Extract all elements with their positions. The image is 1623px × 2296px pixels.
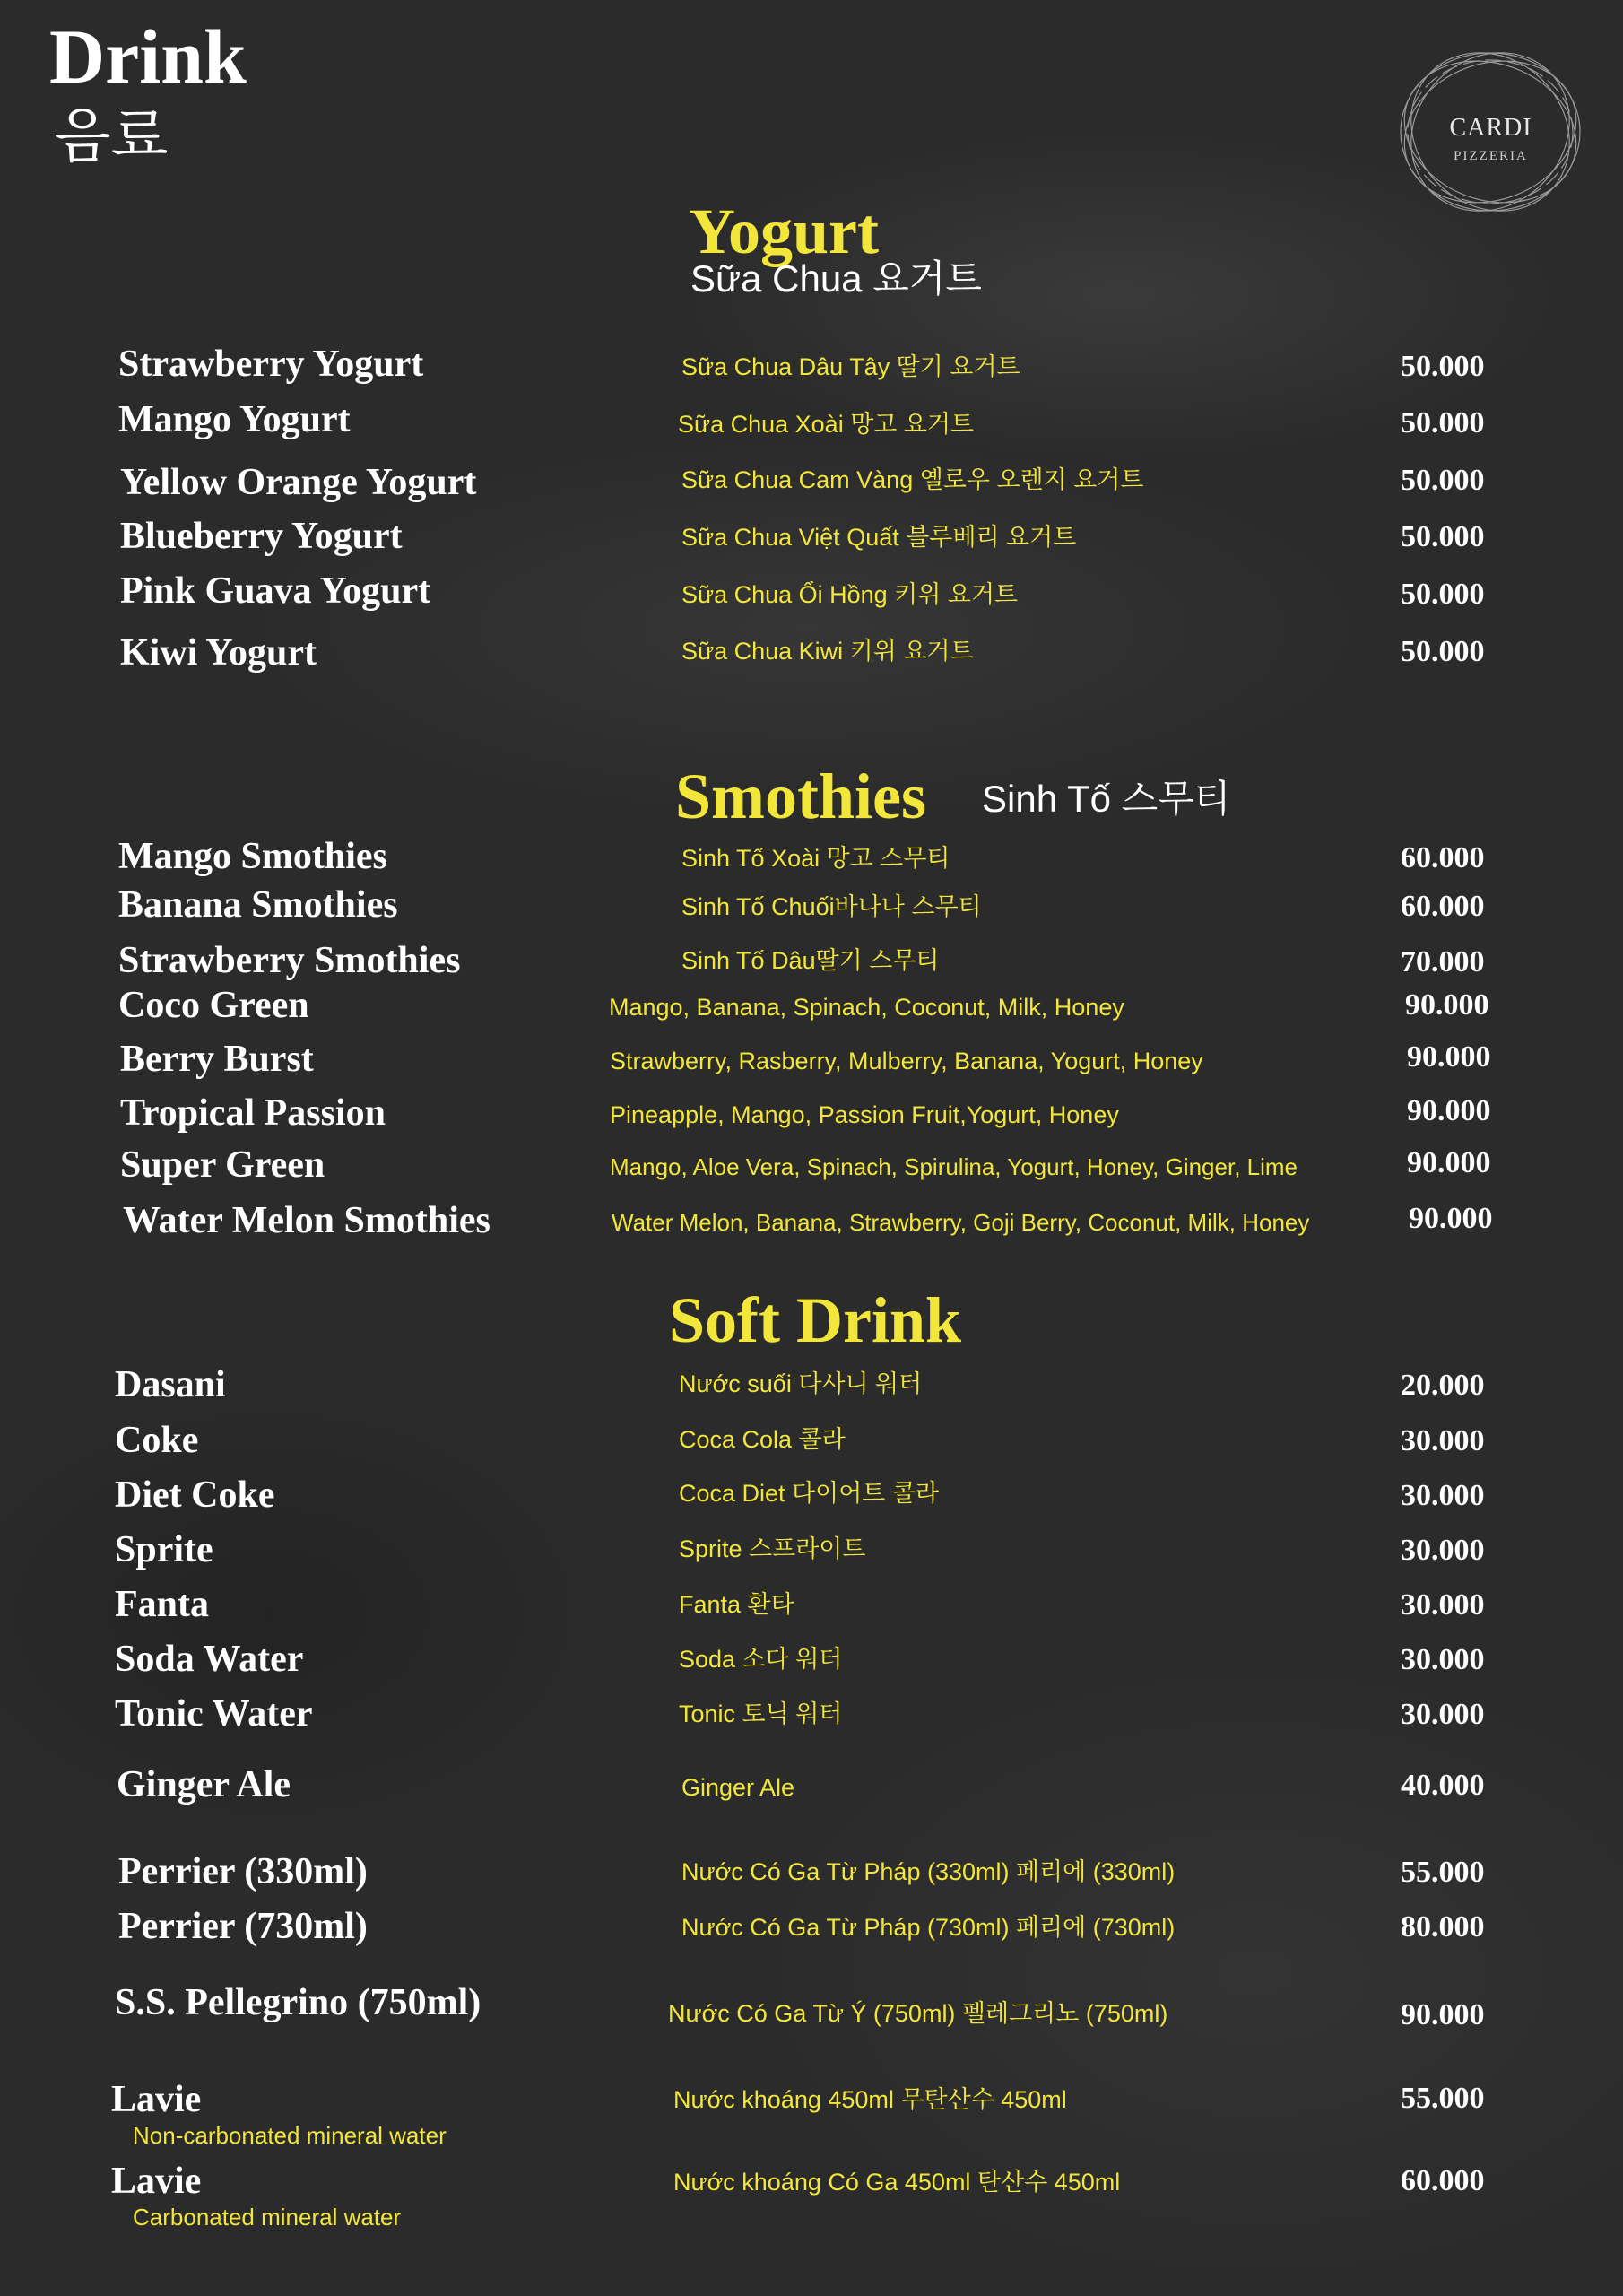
item-name: Coke <box>115 1420 199 1461</box>
item-price: 90.000 <box>1407 1146 1491 1179</box>
item-description: Sinh Tố Chuối바나나 스무티 <box>681 893 982 920</box>
item-description: Coca Diet 다이어트 콜라 <box>679 1480 940 1507</box>
item-name: S.S. Pellegrino (750ml) <box>115 1982 482 2023</box>
item-note: Carbonated mineral water <box>133 2204 402 2231</box>
section-title-smoothies: Smothies <box>675 761 927 832</box>
item-price: 90.000 <box>1409 1202 1493 1235</box>
item-price: 30.000 <box>1401 1534 1485 1567</box>
item-description: Nước khoáng 450ml 무탄산수 450ml <box>673 2086 1067 2113</box>
item-price: 50.000 <box>1401 464 1485 497</box>
item-price: 30.000 <box>1401 1588 1485 1622</box>
item-description: Nước khoáng Có Ga 450ml 탄산수 450ml <box>673 2169 1121 2196</box>
page-title-korean: 음료 <box>54 102 169 169</box>
item-price: 30.000 <box>1401 1698 1485 1731</box>
item-description: Nước Có Ga Từ Ý (750ml) 펠레그리노 (750ml) <box>668 2000 1168 2027</box>
item-name: Kiwi Yogurt <box>120 632 317 674</box>
item-description: Sữa Chua Việt Quất 블루베리 요거트 <box>681 524 1077 551</box>
item-price: 60.000 <box>1401 2164 1485 2197</box>
item-description: Tonic 토닉 워터 <box>679 1700 843 1727</box>
item-name: Blueberry Yogurt <box>120 516 403 557</box>
item-price: 60.000 <box>1401 890 1485 923</box>
item-name: Coco Green <box>118 985 309 1026</box>
item-name: Mango Yogurt <box>118 399 351 440</box>
item-price: 30.000 <box>1401 1643 1485 1676</box>
item-description: Coca Cola 콜라 <box>679 1426 846 1453</box>
section-subtitle-smoothies: Sinh Tố 스무티 <box>982 778 1231 820</box>
item-description: Nước suối 다사니 워터 <box>679 1370 923 1397</box>
item-name: Water Melon Smothies <box>123 1200 490 1241</box>
item-description: Fanta 환타 <box>679 1591 794 1618</box>
item-description: Pineapple, Mango, Passion Fruit,Yogurt, Honey <box>610 1101 1119 1128</box>
item-name: Tropical Passion <box>120 1092 386 1134</box>
logo-name: CARDI <box>1449 114 1532 142</box>
item-description: Soda 소다 워터 <box>679 1646 843 1673</box>
item-name: Lavie <box>111 2079 202 2120</box>
item-description: Ginger Ale <box>681 1774 795 1801</box>
item-description: Nước Có Ga Từ Pháp (730ml) 페리에 (730ml) <box>681 1914 1176 1941</box>
item-name: Soda Water <box>115 1639 304 1680</box>
item-description: Sprite 스프라이트 <box>679 1535 866 1562</box>
item-price: 80.000 <box>1401 1910 1485 1944</box>
item-price: 55.000 <box>1401 1856 1485 1889</box>
item-price: 30.000 <box>1401 1479 1485 1512</box>
item-name: Sprite <box>115 1529 213 1570</box>
item-name: Tonic Water <box>115 1693 313 1735</box>
item-name: Pink Guava Yogurt <box>120 570 431 612</box>
item-name: Strawberry Smothies <box>118 940 461 981</box>
item-price: 50.000 <box>1401 406 1485 439</box>
item-name: Berry Burst <box>120 1039 314 1080</box>
page-title: Drink <box>49 13 247 100</box>
item-note: Non-carbonated mineral water <box>133 2122 447 2149</box>
item-description: Sữa Chua Xoài 망고 요거트 <box>678 411 975 438</box>
section-title-soft-drink: Soft Drink <box>669 1284 962 1356</box>
item-description: Sinh Tố Xoài 망고 스무티 <box>681 845 950 872</box>
item-name: Ginger Ale <box>117 1764 291 1805</box>
item-price: 60.000 <box>1401 841 1485 874</box>
item-price: 50.000 <box>1401 635 1485 668</box>
item-price: 90.000 <box>1407 1040 1491 1074</box>
item-name: Diet Coke <box>115 1474 275 1516</box>
section-title-yogurt: Yogurt <box>689 196 879 267</box>
item-price: 50.000 <box>1401 578 1485 611</box>
item-price: 90.000 <box>1407 1094 1491 1127</box>
item-description: Water Melon, Banana, Strawberry, Goji Berry, Coconut, Milk, Honey <box>612 1209 1310 1236</box>
item-price: 50.000 <box>1401 350 1485 383</box>
item-name: Yellow Orange Yogurt <box>120 462 477 503</box>
logo-subtitle: PIZZERIA <box>1454 149 1528 163</box>
item-name: Banana Smothies <box>118 884 398 926</box>
item-description: Sữa Chua Ổi Hồng 키위 요거트 <box>681 581 1019 608</box>
item-name: Super Green <box>120 1144 325 1186</box>
item-price: 20.000 <box>1401 1369 1485 1402</box>
item-name: Perrier (730ml) <box>118 1906 368 1947</box>
item-description: Sinh Tố Dâu딸기 스무티 <box>681 947 940 974</box>
item-price: 90.000 <box>1401 1998 1485 2031</box>
item-name: Dasani <box>115 1364 226 1405</box>
item-name: Perrier (330ml) <box>118 1851 368 1892</box>
item-price: 40.000 <box>1401 1769 1485 1802</box>
item-price: 55.000 <box>1401 2082 1485 2115</box>
item-price: 30.000 <box>1401 1424 1485 1457</box>
item-name: Lavie <box>111 2161 202 2202</box>
item-description: Sữa Chua Dâu Tây 딸기 요거트 <box>681 353 1020 380</box>
item-description: Nước Có Ga Từ Pháp (330ml) 페리에 (330ml) <box>681 1858 1176 1885</box>
item-description: Sữa Chua Cam Vàng 옐로우 오렌지 요거트 <box>681 466 1144 493</box>
item-price: 70.000 <box>1401 945 1485 978</box>
item-name: Fanta <box>115 1584 209 1625</box>
item-description: Mango, Aloe Vera, Spinach, Spirulina, Yogurt, Honey, Ginger, Lime <box>610 1153 1298 1180</box>
item-name: Strawberry Yogurt <box>118 344 424 385</box>
item-price: 50.000 <box>1401 520 1485 553</box>
item-description: Strawberry, Rasberry, Mulberry, Banana, Yogurt, Honey <box>610 1048 1203 1074</box>
item-name: Mango Smothies <box>118 836 387 877</box>
section-subtitle-yogurt: Sữa Chua 요거트 <box>690 257 982 300</box>
item-description: Mango, Banana, Spinach, Coconut, Milk, Honey <box>609 994 1124 1021</box>
item-price: 90.000 <box>1405 988 1489 1022</box>
item-description: Sữa Chua Kiwi 키위 요거트 <box>681 638 974 665</box>
